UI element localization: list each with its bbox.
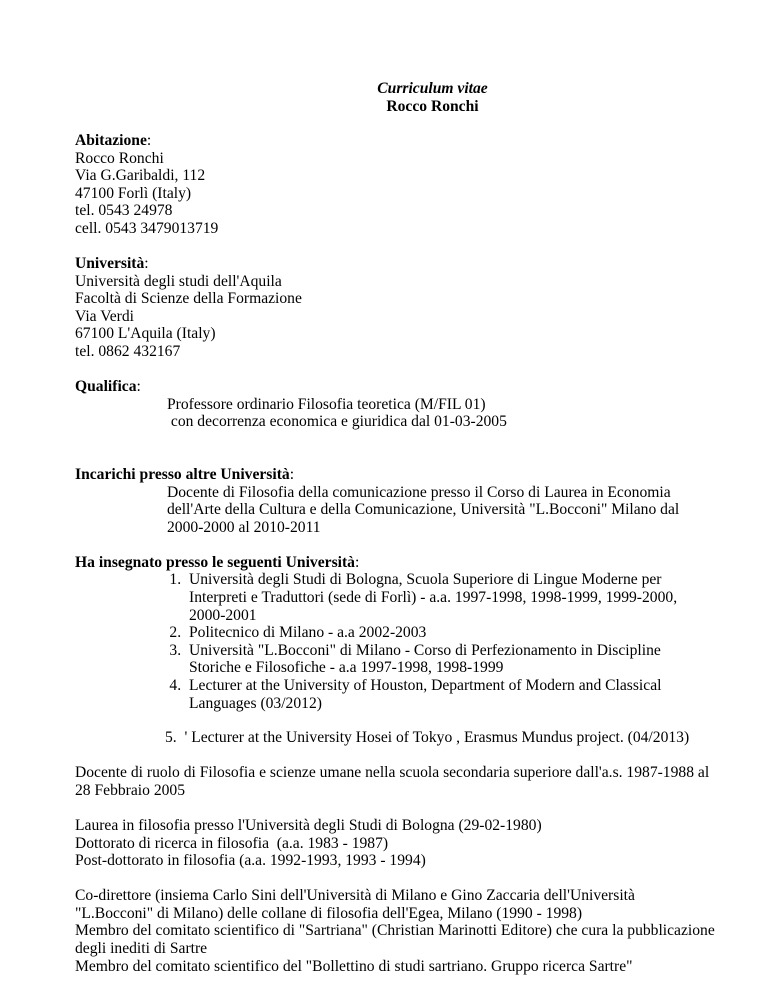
section-heading: Università:: [75, 255, 149, 273]
section-incarichi: [75, 466, 715, 536]
author-name: Rocco Ronchi: [386, 97, 479, 115]
document-body: [75, 80, 715, 975]
section-universita: [75, 255, 715, 361]
incarichi-text: Docente di Filosofia della comunicazione presso il Corso di Laurea in Economia dell'Arte della Cultura e della Comunicazione, Università "L.Bocconi" Milano dal 2000-2000 al 2010-2011: [167, 483, 680, 536]
document-title: Curriculum vitae: [377, 80, 488, 97]
formazione-line: Dottorato di ricerca in filosofia (a.a. 1983 - 1987): [75, 834, 389, 852]
address-line: Via Verdi: [75, 307, 134, 325]
list-item: 5. ' Lecturer at the University Hosei of Tokyo , Erasmus Mundus project. (04/2013): [165, 729, 690, 747]
section-formazione: [75, 817, 715, 870]
section-insegnato: [75, 554, 715, 747]
formazione-line: Laurea in filosofia presso l'Università degli Studi di Bologna (29-02-1980): [75, 816, 542, 834]
section-heading: Qualifica:: [75, 378, 141, 396]
formazione-line: Post-dottorato in filosofia (a.a. 1992-1993, 1993 - 1994): [75, 852, 426, 870]
section-heading: Abitazione:: [75, 132, 152, 149]
university-list: [75, 571, 715, 712]
address-line: 67100 L'Aquila (Italy): [75, 325, 216, 343]
address-line: Facoltà di Scienze della Formazione: [75, 290, 302, 308]
address-line: Rocco Ronchi: [75, 149, 164, 167]
address-line: Via G.Garibaldi, 112: [75, 167, 206, 185]
phone-line: tel. 0543 24978: [75, 202, 173, 220]
bollettino-paragraph: Membro del comitato scientifico del "Bollettino di studi sartriano. Gruppo ricerca Sartre": [75, 957, 633, 975]
address-line: 47100 Forlì (Italy): [75, 184, 192, 202]
list-item: 1. Università degli Studi di Bologna, Scuola Superiore di Lingue Moderne per Interpreti e Traduttori (sede di Forlì) - a.a. 1997-1998, 1998-1999, 1999-2000, 2000-2001: [185, 571, 715, 624]
section-heading: Incarichi presso altre Università:: [75, 465, 295, 483]
phone-line: tel. 0862 432167: [75, 343, 181, 361]
list-item: 4. Lecturer at the University of Houston, Department of Modern and Classical Languages (03/2012): [185, 677, 715, 712]
qualifica-line: con decorrenza economica e giuridica dal 01-03-2005: [167, 413, 507, 431]
qualifica-line: Professore ordinario Filosofia teoretica (M/FIL 01): [167, 395, 486, 413]
sartriana-paragraph: Membro del comitato scientifico di "Sartriana" (Christian Marinotti Editore) che cura la pubblicazione degli inediti di Sartre: [75, 922, 715, 957]
document-header: [150, 80, 715, 115]
mobile-line: cell. 0543 3479013719: [75, 219, 219, 237]
section-abitazione: [75, 132, 715, 238]
address-line: Università degli studi dell'Aquila: [75, 272, 282, 290]
section-heading: Ha insegnato presso le seguenti Università:: [75, 553, 360, 571]
section-qualifica: [75, 378, 715, 431]
list-item: 2. Politecnico di Milano - a.a 2002-2003: [185, 624, 715, 642]
codirettore-paragraph: Co-direttore (insiema Carlo Sini dell'Università di Milano e Gino Zaccaria dell'Università "L.Bocconi" di Milano) delle collane di filosofia dell'Egea, Milano (1990 - 1998): [75, 887, 635, 922]
list-item: 3. Università "L.Bocconi" di Milano - Corso di Perfezionamento in Discipline Storiche e Filosofiche - a.a 1997-1998, 1998-1999: [185, 642, 715, 677]
docente-paragraph: Docente di ruolo di Filosofia e scienze umane nella scuola secondaria superiore dall'a.s. 1987-1988 al 28 Febbraio 2005: [75, 764, 710, 799]
section-incarichi-editoriali: [75, 887, 715, 975]
